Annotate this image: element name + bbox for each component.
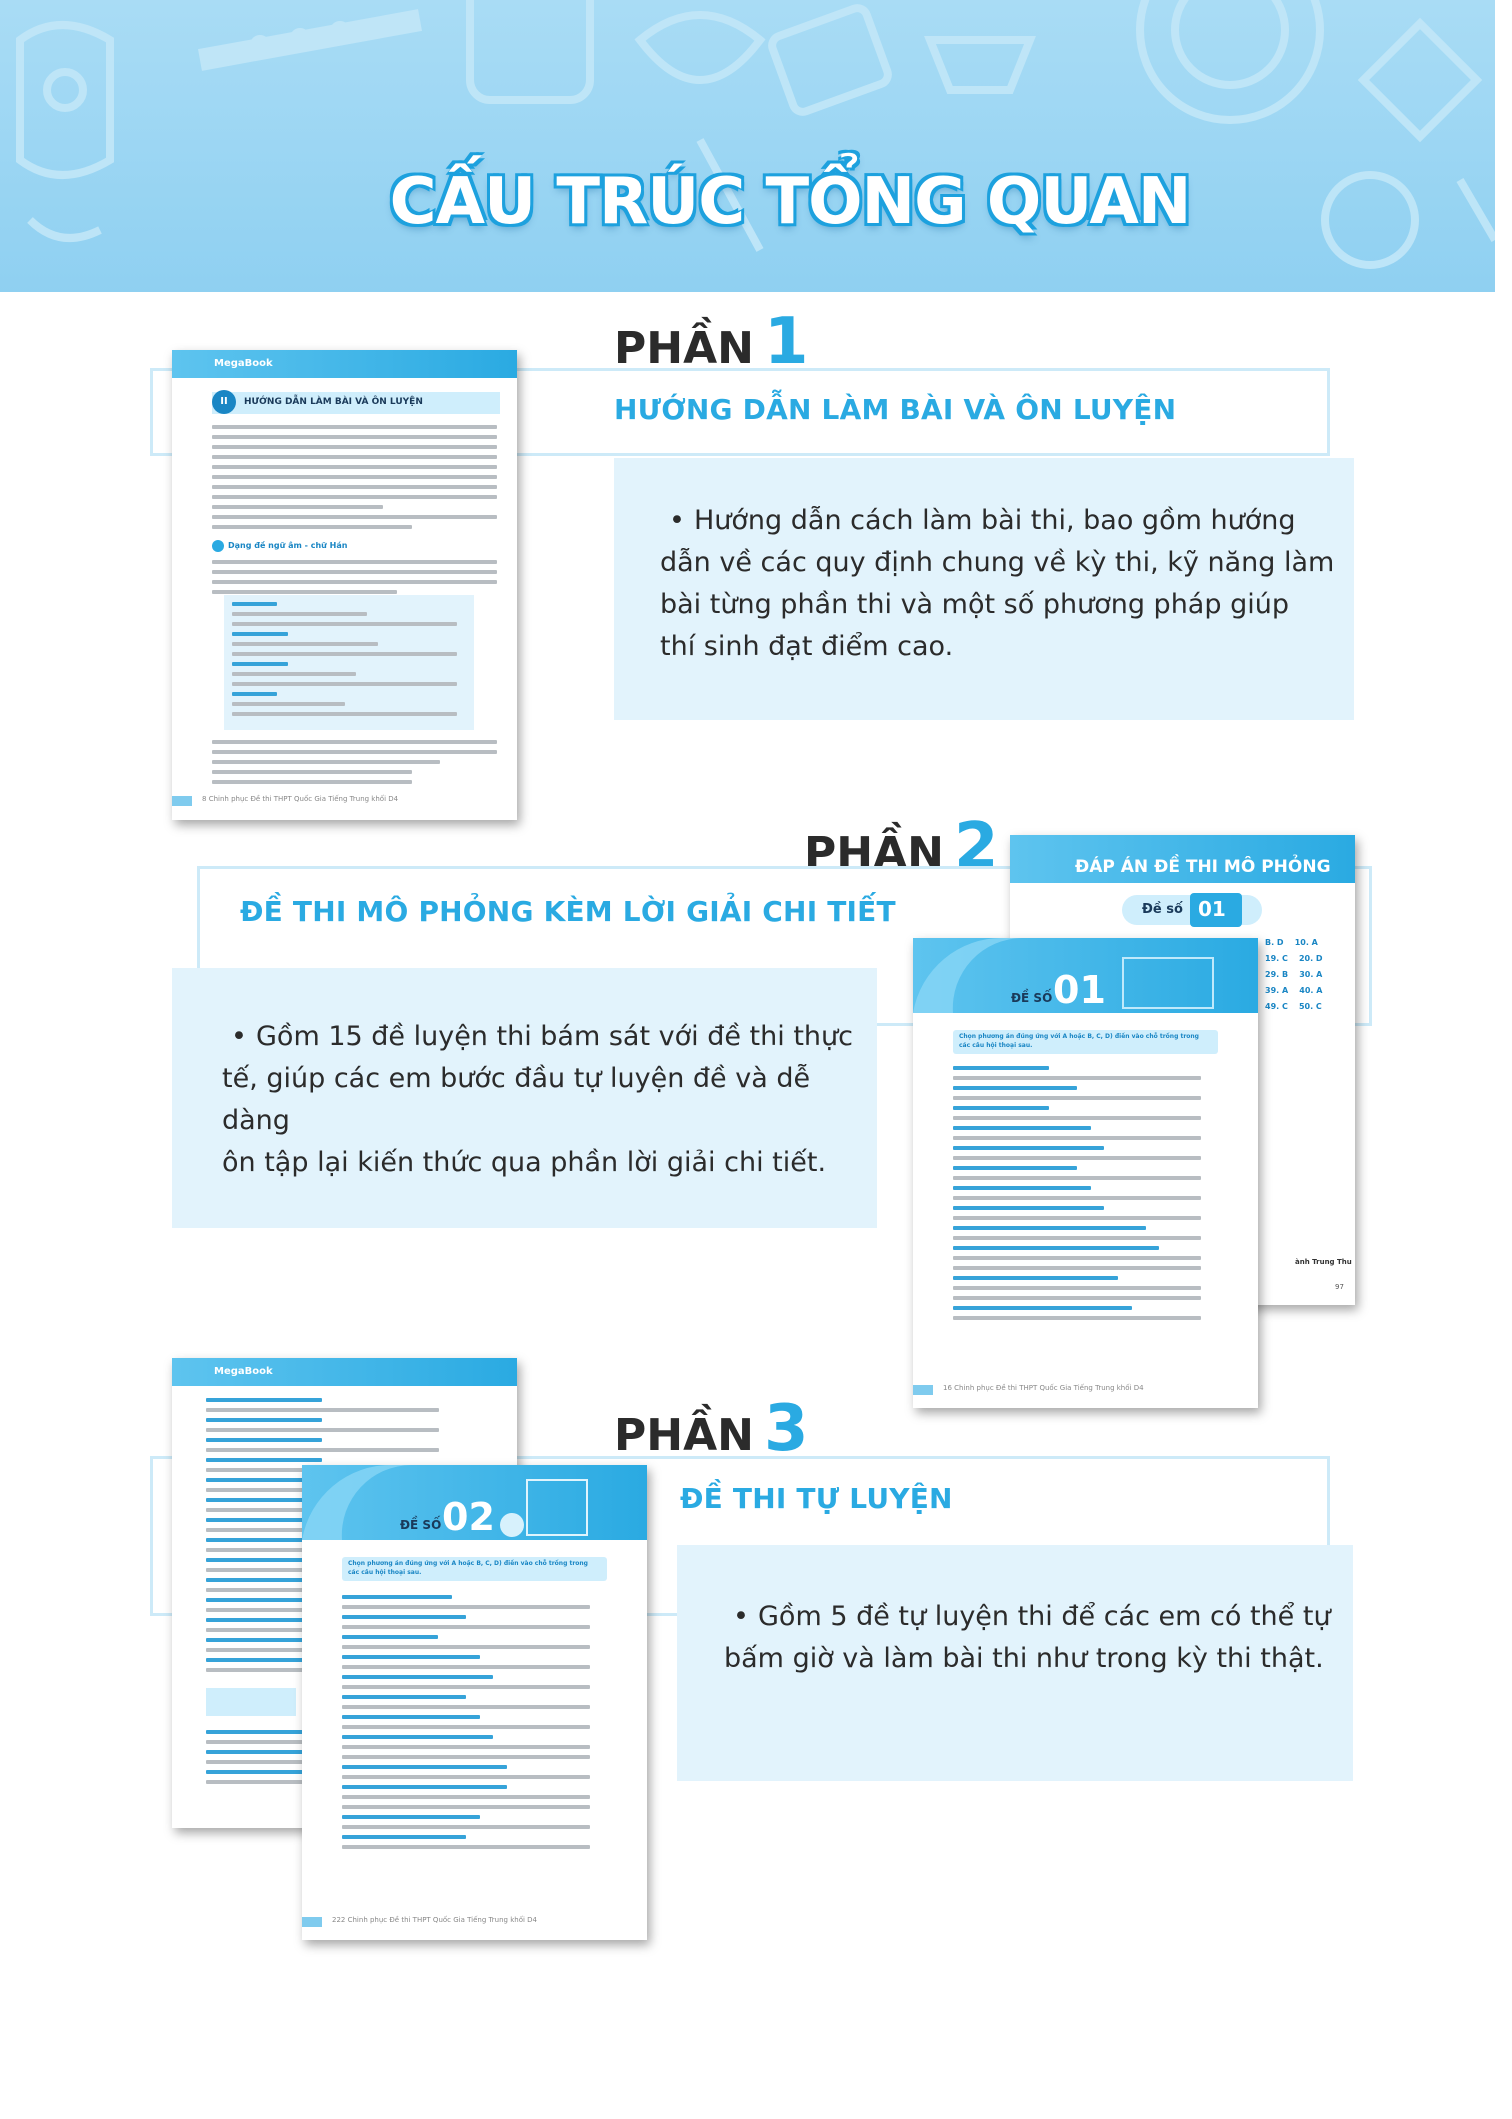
answer-7: 39. A xyxy=(1265,986,1289,995)
thumb-footer-text: Chinh phục Đề thi THPT Quốc Gia Tiếng Trung khối D4 xyxy=(208,795,399,803)
answer-3: 19. C xyxy=(1265,954,1288,963)
front-instruction: Chọn phương án đúng ứng với A hoặc B, C, D) điền vào chỗ trống trong các câu hội thoại sau. xyxy=(348,1560,588,1576)
answer-5: 29. B xyxy=(1265,970,1289,979)
part2-subtitle: ĐỀ THI MÔ PHỎNG KÈM LỜI GIẢI CHI TIẾT xyxy=(240,895,896,928)
section-number: II xyxy=(212,390,236,414)
header-banner xyxy=(0,0,1495,292)
answer-thumb-title: ĐÁP ÁN ĐỀ THI MÔ PHỎNG xyxy=(1075,857,1331,877)
section-title: HƯỚNG DẪN LÀM BÀI VÀ ÔN LUYỆN xyxy=(244,397,423,407)
part1-number: 1 xyxy=(763,305,809,379)
answer-1: B. D xyxy=(1265,938,1284,947)
exam-footer xyxy=(943,1384,1144,1392)
thumb-footer xyxy=(202,795,398,803)
front-page: 222 xyxy=(332,1916,346,1924)
front-footer xyxy=(332,1916,537,1924)
part1-page-thumbnail xyxy=(172,350,517,820)
part1-line-2: dẫn về các quy định chung về kỳ thi, kỹ năng làm xyxy=(660,547,1335,578)
front-de-number: 02 xyxy=(442,1495,495,1539)
part3-line-1: Gồm 5 đề tự luyện thi để các em có thể tự xyxy=(758,1601,1331,1632)
part2-word: PHẦN xyxy=(804,828,944,879)
exam-page: 16 xyxy=(943,1384,952,1392)
page-title: CẤU TRÚC TỔNG QUAN xyxy=(389,165,1191,239)
part1-line-4: thí sinh đạt điểm cao. xyxy=(660,631,954,662)
part2-line-1: Gồm 15 đề luyện thi bám sát với đề thi thực xyxy=(256,1021,853,1052)
part3-line-2: bấm giờ và làm bài thi như trong kỳ thi thật. xyxy=(724,1643,1324,1674)
subsection-title: Dạng đề ngữ âm - chữ Hán xyxy=(228,541,348,550)
answer-footer-right: ành Trung Thu xyxy=(1295,1258,1352,1266)
answer-page: 97 xyxy=(1335,1283,1344,1291)
part3-heading xyxy=(614,1392,808,1466)
part3-subtitle: ĐỀ THI TỰ LUYỆN xyxy=(680,1482,953,1515)
thumb-page: 8 xyxy=(202,795,207,803)
part3-word: PHẦN xyxy=(614,1410,754,1461)
answer-de-number: 01 xyxy=(1198,897,1226,921)
decorative-pattern xyxy=(0,0,1495,292)
part3-front-thumbnail xyxy=(302,1465,647,1940)
part3-number: 3 xyxy=(763,1392,809,1466)
part1-line-3: bài từng phần thi và một số phương pháp giúp xyxy=(660,589,1289,620)
back-brand-label: MegaBook xyxy=(214,1366,273,1377)
exam-de-number: 01 xyxy=(1053,968,1106,1012)
part2-exam-thumbnail xyxy=(913,938,1258,1408)
part1-word: PHẦN xyxy=(614,323,754,374)
front-footer-text: Chinh phục Đề thi THPT Quốc Gia Tiếng Trung khối D4 xyxy=(347,1916,537,1924)
answer-4: 20. D xyxy=(1298,954,1323,963)
part1-description: • Hướng dẫn cách làm bài thi, bao gồm hướng dẫn về các quy định chung về kỳ thi, kỹ năng làm bài từng phần thi và một số phương pháp giúp thí sinh đạt điểm cao. xyxy=(660,505,1335,662)
part2-number: 2 xyxy=(953,810,999,884)
part2-description: • Gồm 15 đề luyện thi bám sát với đề thi thực tế, giúp các em bước đầu tự luyện đề và dễ dàng ôn tập lại kiến thức qua phần lời giải chi tiết. xyxy=(222,1021,853,1178)
part1-line-1: Hướng dẫn cách làm bài thi, bao gồm hướng xyxy=(694,505,1296,536)
brand-label: MegaBook xyxy=(214,358,273,369)
answer-2: 10. A xyxy=(1294,938,1318,947)
exam-footer-text: Chinh phục Đề thi THPT Quốc Gia Tiếng Trung khối D4 xyxy=(954,1384,1144,1392)
part2-line-2: tế, giúp các em bước đầu tự luyện đề và dễ dàng xyxy=(222,1063,811,1136)
answer-6: 30. A xyxy=(1299,970,1323,979)
answer-10: 50. C xyxy=(1298,1002,1322,1011)
exam-de-label: ĐỀ SỐ xyxy=(1011,991,1053,1005)
answer-9: 49. C xyxy=(1265,1002,1288,1011)
part2-line-3: ôn tập lại kiến thức qua phần lời giải chi tiết. xyxy=(222,1147,827,1178)
part3-description: • Gồm 5 đề tự luyện thi để các em có thể tự bấm giờ và làm bài thi như trong kỳ thi thật. xyxy=(724,1601,1331,1674)
front-de-label: ĐỀ SỐ xyxy=(400,1518,442,1532)
answer-grid xyxy=(1265,935,1323,1015)
exam-instruction: Chọn phương án đúng ứng với A hoặc B, C, D) điền vào chỗ trống trong các câu hội thoại sau. xyxy=(959,1033,1199,1049)
page-margin xyxy=(1495,0,1512,2119)
answer-de-label: Đề số xyxy=(1142,902,1183,917)
answer-8: 40. A xyxy=(1299,986,1323,995)
part1-subtitle: HƯỚNG DẪN LÀM BÀI VÀ ÔN LUYỆN xyxy=(614,393,1177,426)
